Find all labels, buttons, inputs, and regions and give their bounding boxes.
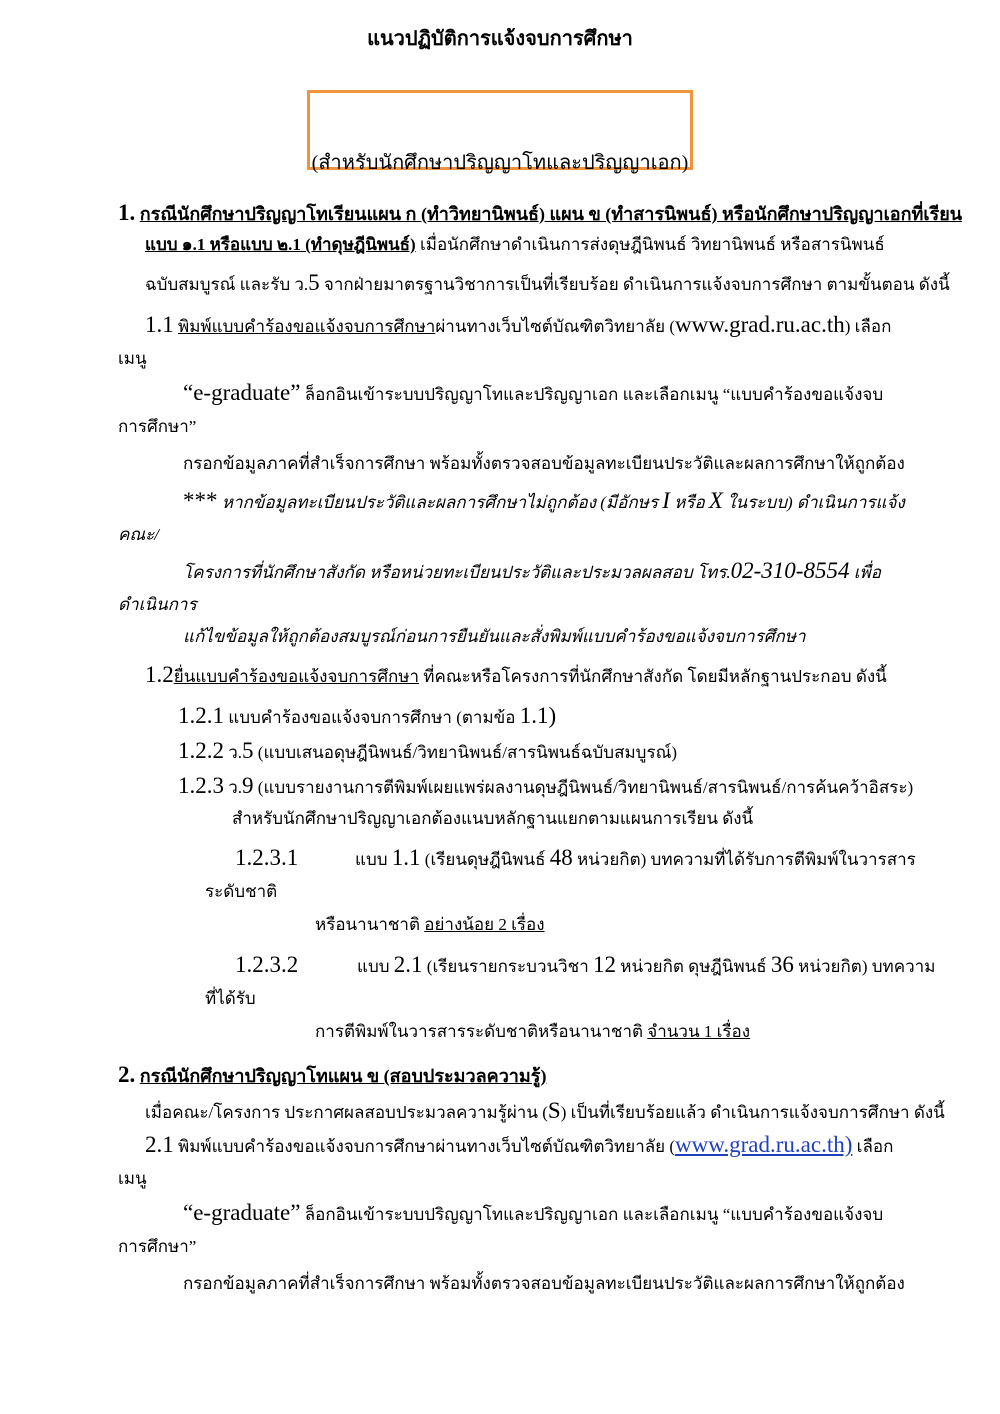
item-1-2-3-form: 9 — [242, 773, 254, 798]
warning-stars: *** — [183, 488, 218, 513]
warning-line — [183, 488, 905, 513]
item-1-2-3-1-wrap: ระดับชาติ — [205, 882, 278, 901]
item-1-2-3-1 — [235, 845, 916, 870]
item-2-1-text-a: พิมพ์แบบคำร้องขอแจ้งจบการศึกษาผ่านทางเว็บไซต์บัณฑิตวิทยาลัย ( — [173, 1137, 676, 1156]
item-1-2-1-ref: 1.1 — [519, 703, 549, 728]
warning-letter-x: X — [708, 488, 723, 513]
item-1-2-3-2-wrap: ที่ได้รับ — [205, 989, 256, 1008]
item-1-1-text-b: ) เลือก — [844, 317, 892, 336]
section-1-heading — [118, 200, 962, 225]
item-2-1-wrap: เมนู — [118, 1169, 147, 1188]
section-2-line-2-b: ) เป็นที่เรียบร้อยแล้ว ดำเนินการแจ้งจบการศึกษา ดังนี้ — [560, 1103, 945, 1122]
item-1-2-3-2-thesis-credits: 36 — [770, 952, 794, 977]
item-2-1-egraduate-wrap: การศึกษา” — [118, 1237, 197, 1256]
item-1-2-3-2-course-credits: 12 — [593, 952, 617, 977]
project-phone: 02-310-8554 — [730, 558, 850, 583]
item-1-2 — [145, 662, 887, 687]
item-1-2-3-text-a: ว. — [224, 778, 243, 797]
section-1-line-3-b: จากฝ่ายมาตรฐานวิชาการเป็นที่เรียบร้อย ดำเนินการแจ้งจบการศึกษา ตามขั้นตอน ดังนี้ — [319, 275, 950, 294]
item-1-2-underlined: ยื่นแบบคำร้องขอแจ้งจบการศึกษา — [173, 667, 420, 686]
item-1-2-3-number: 1.2.3 — [178, 773, 224, 798]
section-1-form-number: 5 — [308, 270, 320, 295]
item-1-2-2-text-a: ว. — [224, 743, 243, 762]
item-1-2-number: 1.2 — [145, 662, 174, 687]
section-2-line-2 — [145, 1098, 945, 1123]
section-1-number: 1. — [118, 200, 136, 225]
item-1-2-2 — [178, 738, 677, 763]
fix-line: แก้ไขข้อมูลให้ถูกต้องสมบูรณ์ก่อนการยืนยันและสั่งพิมพ์แบบคำร้องขอแจ้งจบการศึกษา — [183, 627, 806, 646]
item-1-2-3-1-text-c: หน่วยกิต) บทความที่ได้รับการตีพิมพ์ในวารสาร — [572, 850, 916, 869]
item-1-2-1-text-a: แบบคำร้องขอแจ้งจบการศึกษา (ตามข้อ — [224, 708, 520, 727]
item-1-1-text-a: ผ่านทางเว็บไซต์บัณฑิตวิทยาลัย ( — [435, 317, 676, 336]
item-2-1 — [145, 1132, 893, 1157]
item-1-2-3-1-line-2-underlined: อย่างน้อย 2 เรื่อง — [424, 915, 545, 934]
item-1-2-3-2-text-c: หน่วยกิต ดุษฎีนิพนธ์ — [616, 957, 771, 976]
section-1-heading-text: กรณีนักศึกษาปริญญาโทเรียนแผน ก (ทำวิทยานิพนธ์) แผน ข (ทำสารนิพนธ์) หรือนักศึกษาปริญญาเอกที่เรียน — [139, 204, 963, 224]
egraduate-line-rest-2: ล็อกอินเข้าระบบปริญญาโทและปริญญาเอก และเลือกเมนู “แบบคำร้องขอแจ้งจบ — [300, 1205, 884, 1224]
warning-wrap: คณะ/ — [118, 525, 159, 544]
item-1-2-1-number: 1.2.1 — [178, 703, 224, 728]
warning-letter-i: I — [662, 488, 670, 513]
item-1-2-1 — [178, 703, 556, 728]
item-1-2-2-number: 1.2.2 — [178, 738, 224, 763]
section-2-heading-text: กรณีนักศึกษาปริญญาโทแผน ข (สอบประมวลความรู้) — [139, 1066, 547, 1086]
egraduate-label: “e-graduate” — [183, 380, 301, 405]
item-1-2-3-2-number: 1.2.3.2 — [235, 952, 299, 977]
section-1-line-2 — [145, 236, 885, 255]
document-subtitle: (สำหรับนักศึกษาปริญญาโทและปริญญาเอก) — [311, 152, 689, 174]
item-1-2-3-2-plan: 2.1 — [393, 952, 423, 977]
item-1-2-3-1-line-2-a: หรือนานาชาติ — [315, 915, 425, 934]
item-1-1-fill: กรอกข้อมูลภาคที่สำเร็จการศึกษา พร้อมทั้งตรวจสอบข้อมูลทะเบียนประวัติและผลการศึกษาให้ถูกต้อง — [183, 454, 905, 473]
item-1-1-url: www.grad.ru.ac.th — [675, 312, 845, 337]
item-1-1-wrap: เมนู — [118, 349, 147, 368]
section-1-line-3 — [145, 270, 950, 295]
section-1-plan-text: แบบ ๑.1 หรือแบบ ๒.1 (ทำดุษฎีนิพนธ์) — [145, 235, 416, 254]
item-1-2-3-1-line-2 — [315, 916, 545, 935]
section-2-number: 2. — [118, 1062, 136, 1087]
item-1-1-number: 1.1 — [145, 312, 174, 337]
item-1-2-2-form: 5 — [242, 738, 254, 763]
section-2-heading — [118, 1062, 546, 1087]
item-1-2-3-2-text-d: หน่วยกิต) บทความ — [793, 957, 936, 976]
section-1-line-2-rest: เมื่อนักศึกษาดำเนินการส่งดุษฎีนิพนธ์ วิทยานิพนธ์ หรือสารนิพนธ์ — [415, 235, 885, 254]
item-1-2-3-2 — [235, 952, 935, 977]
warning-text-a: หากข้อมูลทะเบียนประวัติและผลการศึกษาไม่ถูกต้อง (มีอักษร — [217, 493, 663, 512]
item-1-2-3-1-number: 1.2.3.1 — [235, 845, 299, 870]
item-1-2-3-text-b: (แบบรายงานการตีพิมพ์เผยแพร่ผลงานดุษฎีนิพนธ์/วิทยานิพนธ์/สารนิพนธ์/การค้นคว้าอิสระ) — [253, 778, 914, 797]
item-2-1-text-b: เลือก — [852, 1137, 894, 1156]
item-2-1-egraduate-line — [183, 1200, 883, 1225]
item-1-2-rest: ที่คณะหรือโครงการที่นักศึกษาสังกัด โดยมีหลักฐานประกอบ ดังนี้ — [419, 667, 887, 686]
item-1-1-egraduate-line — [183, 380, 883, 405]
warning-text-b: ในระบบ) ดำเนินการแจ้ง — [722, 493, 905, 512]
item-1-2-3-2-text-b: (เรียนรายกระบวนวิชา — [422, 957, 594, 976]
section-1-line-3-a: ฉบับสมบูรณ์ และรับ ว. — [145, 275, 309, 294]
section-2-pass-grade: S — [547, 1098, 561, 1123]
item-1-2-3-2-text-a: แบบ — [357, 957, 394, 976]
egraduate-line-rest: ล็อกอินเข้าระบบปริญญาโทและปริญญาเอก และเลือกเมนู “แบบคำร้องขอแจ้งจบ — [300, 385, 884, 404]
item-1-2-3 — [178, 773, 913, 798]
project-wrap: ดำเนินการ — [118, 595, 197, 614]
project-line — [183, 558, 881, 583]
grad-website-link[interactable]: www.grad.ru.ac.th) — [675, 1132, 853, 1157]
item-1-2-3-1-text-a: แบบ — [355, 850, 392, 869]
item-1-2-1-text-b: ) — [548, 703, 557, 728]
item-1-2-3-2-line-2-a: การตีพิมพ์ในวารสารระดับชาติหรือนานาชาติ — [315, 1022, 648, 1041]
item-1-2-3-1-credits: 48 — [549, 845, 573, 870]
warning-text-mid: หรือ — [669, 493, 709, 512]
egraduate-label-2: “e-graduate” — [183, 1200, 301, 1225]
item-1-2-3-2-line-2 — [315, 1023, 750, 1042]
item-2-1-fill: กรอกข้อมูลภาคที่สำเร็จการศึกษา พร้อมทั้งตรวจสอบข้อมูลทะเบียนประวัติและผลการศึกษาให้ถูกต้อง — [183, 1274, 905, 1293]
item-1-2-3-sub: สำหรับนักศึกษาปริญญาเอกต้องแนบหลักฐานแยกตามแผนการเรียน ดังนี้ — [232, 809, 754, 828]
item-1-1-egraduate-wrap: การศึกษา” — [118, 417, 197, 436]
project-text-b: เพื่อ — [849, 563, 881, 582]
item-2-1-number: 2.1 — [145, 1132, 174, 1157]
project-text-a: โครงการที่นักศึกษาสังกัด หรือหน่วยทะเบียนประวัติและประมวลผลสอบ โทร. — [183, 563, 731, 582]
item-1-2-3-2-line-2-underlined: จำนวน 1 เรื่อง — [647, 1022, 751, 1041]
item-1-1-underlined: พิมพ์แบบคำร้องขอแจ้งจบการศึกษา — [178, 317, 436, 336]
item-1-2-3-1-plan: 1.1 — [391, 845, 421, 870]
item-1-2-2-text-b: (แบบเสนอดุษฎีนิพนธ์/วิทยานิพนธ์/สารนิพนธ์ฉบับสมบูรณ์) — [253, 743, 678, 762]
document-title: แนวปฏิบัติการแจ้งจบการศึกษา — [367, 28, 633, 50]
item-1-2-3-1-text-b: (เรียนดุษฎีนิพนธ์ — [420, 850, 550, 869]
item-1-1 — [145, 312, 891, 337]
section-2-line-2-a: เมื่อคณะ/โครงการ ประกาศผลสอบประมวลความรู้ผ่าน ( — [145, 1103, 548, 1122]
